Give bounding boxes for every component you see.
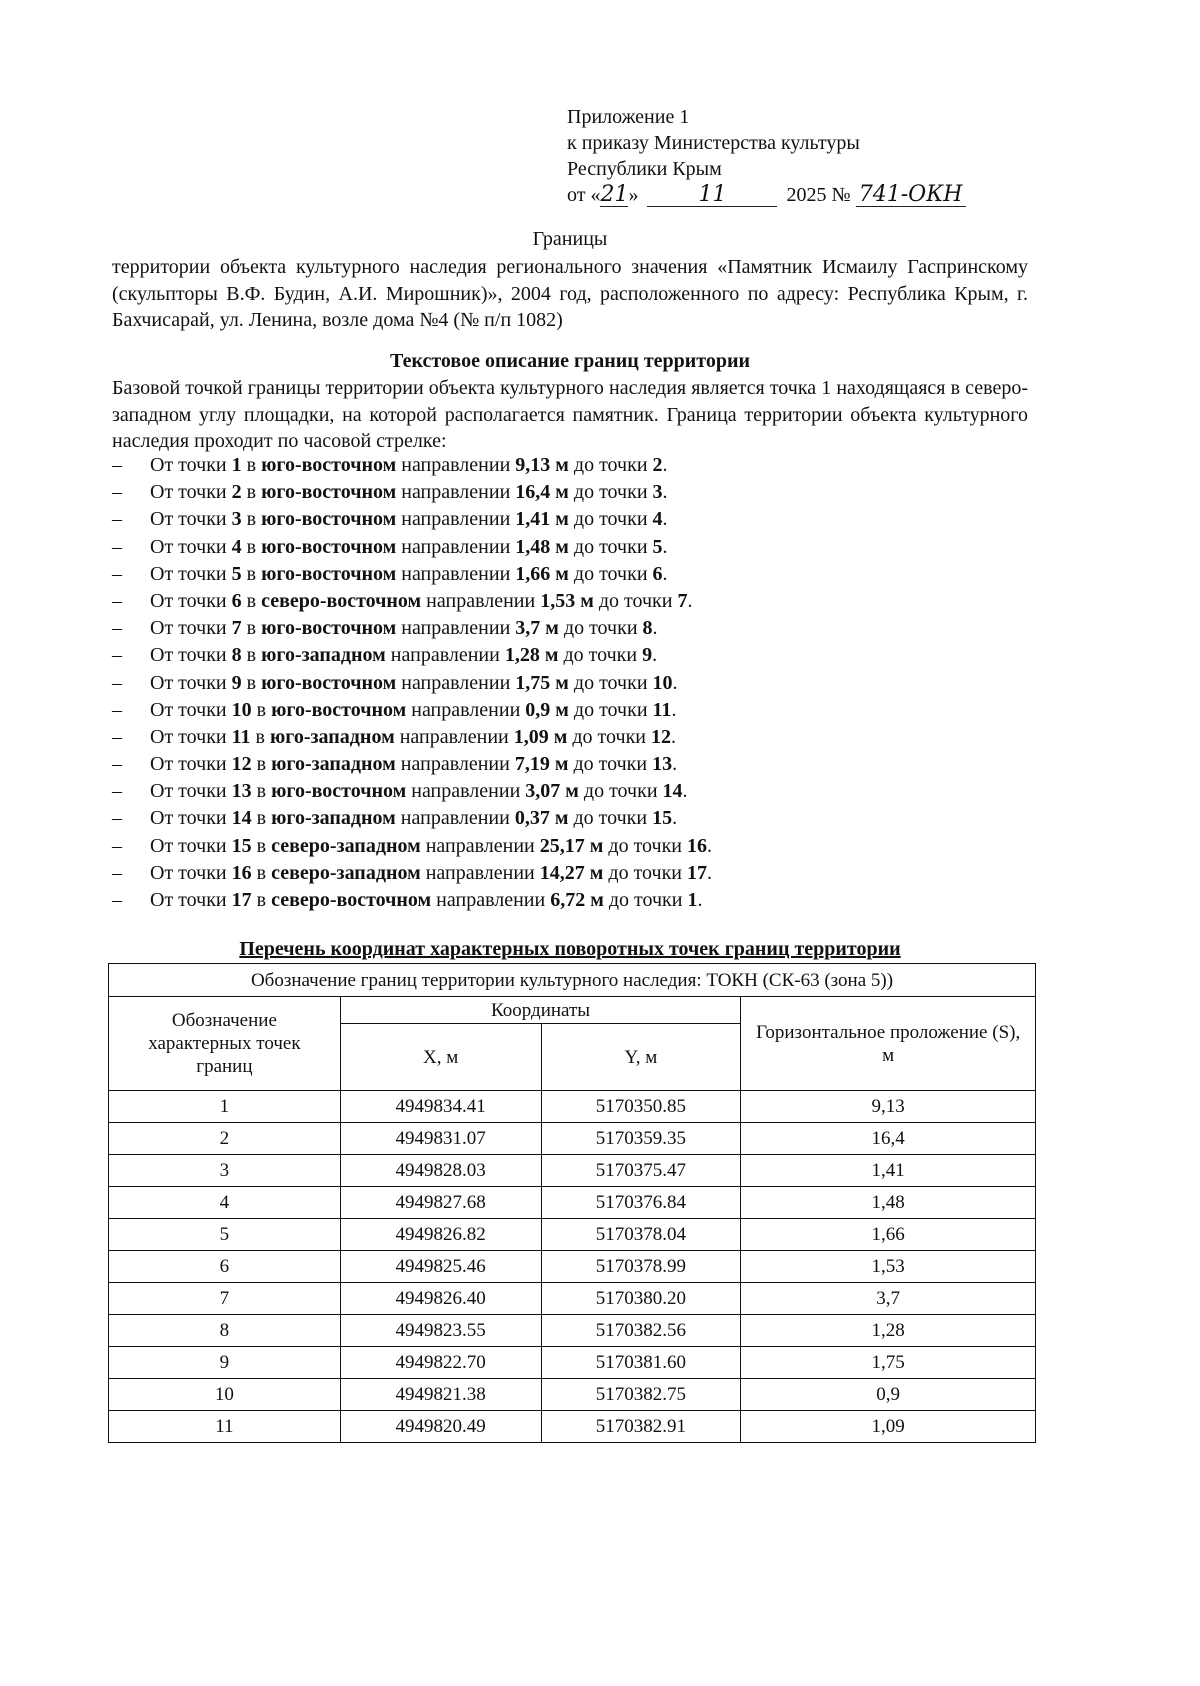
boundary-segment-item: – От точки 17 в северо-восточном направлении 6,72 м до точки 1. [112,887,1028,914]
segment-text: юго-западном [269,725,395,748]
segment-text: 2 [652,454,663,476]
segment-text: юго-восточном [261,535,397,558]
coordinates-table [108,963,1036,1443]
boundary-segment-item: – От точки 10 в юго-восточном направлении 0,9 м до точки 11. [112,697,1028,724]
boundary-segments-list [112,452,1028,914]
segment-text: юго-западном [271,807,396,830]
cell-y: 5170375.47 [541,1155,741,1187]
segment-text: 11 [652,698,672,721]
cell-y: 5170359.35 [541,1123,741,1155]
table-row [109,1187,1036,1219]
segment-text: направлении [400,753,510,776]
cell-y: 5170381.60 [541,1347,741,1379]
segment-text: направлении [411,780,521,803]
table-row [109,1411,1036,1443]
cell-point: 3 [109,1155,341,1187]
segment-text: 12 [651,725,671,748]
text-description-heading: Текстовое описание границ территории [389,350,751,372]
list-dash: – [112,780,122,803]
segment-text: От точки [150,807,227,830]
segment-text: 1,53 м [540,589,594,612]
segment-text: От точки [150,780,227,803]
segment-text: в [256,807,267,830]
annex-order-ref: к приказу Министерства культуры [567,132,860,154]
cell-y: 5170378.04 [541,1219,741,1251]
segment-text: От точки [150,644,227,667]
boundary-segment-item: – От точки 3 в юго-восточном направлении 1,41 м до точки 4. [112,506,1028,533]
annex-number: Приложение 1 [567,106,690,128]
table-row [109,1347,1036,1379]
boundary-segment-item: – От точки 6 в северо-восточном направлении 1,53 м до точки 7. [112,588,1028,615]
segment-text: направлении [425,861,535,884]
segment-text: до точки [573,481,648,504]
cell-x: 4949834.41 [340,1091,541,1123]
segment-text: в [256,889,267,911]
segment-text: От точки [150,698,227,721]
cell-point: 7 [109,1283,341,1315]
segment-text: 5 [231,562,242,585]
handwritten-order-number: 741-ОКН [856,184,966,207]
segment-text: северо-восточном [271,889,432,911]
segment-text: От точки [150,589,227,612]
segment-text: От точки [150,834,227,857]
list-dash: – [112,535,122,558]
segment-text: 7 [677,589,688,612]
segment-text: в [256,861,267,884]
segment-text: 6,72 м [550,889,604,911]
segment-text: От точки [150,508,227,531]
segment-text: 3 [652,481,663,504]
table-row [109,1219,1036,1251]
segment-text: 9 [231,671,242,694]
list-dash: – [112,562,122,585]
list-dash: – [112,617,122,640]
col-header-point: Обозначение характерных точек границ [109,997,341,1091]
boundary-segment-item: – От точки 11 в юго-западном направлении 1,09 м до точки 12. [112,724,1028,751]
document-title: Границы [532,228,608,250]
segment-text: направлении [401,508,511,531]
segment-text: 10 [231,698,252,721]
cell-point: 5 [109,1219,341,1251]
segment-text: северо-западном [271,861,421,884]
cell-y: 5170382.75 [541,1379,741,1411]
cell-y: 5170378.99 [541,1251,741,1283]
table-caption-row: Обозначение границ территории культурного наследия: ТОКН (СК-63 (зона 5)) [109,964,1036,997]
segment-text: направлении [426,589,536,612]
cell-x: 4949826.40 [340,1283,541,1315]
col-header-x: X, м [340,1024,541,1091]
cell-point: 2 [109,1123,341,1155]
boundary-segment-item: – От точки 7 в юго-восточном направлении 3,7 м до точки 8. [112,615,1028,642]
segment-text: От точки [150,562,227,585]
segment-text: до точки [573,508,648,531]
cell-x: 4949821.38 [340,1379,541,1411]
list-dash: – [112,589,122,612]
segment-text: до точки [598,589,673,612]
segment-text: 13 [652,753,673,776]
segment-text: 4 [231,535,242,558]
cell-distance: 1,48 [741,1187,1036,1219]
segment-text: в [246,589,257,612]
segment-text: 8 [231,644,242,667]
segment-text: 5 [652,535,663,558]
cell-distance: 9,13 [741,1091,1036,1123]
annex-header [567,104,966,208]
segment-text: до точки [583,780,658,803]
list-dash: – [112,698,122,721]
cell-x: 4949831.07 [340,1123,541,1155]
segment-text: до точки [573,454,648,476]
boundary-segment-item: – От точки 13 в юго-восточном направлении 3,07 м до точки 14. [112,778,1028,805]
segment-text: 13 [231,780,252,803]
segment-text: до точки [573,698,648,721]
table-row [109,1283,1036,1315]
list-dash: – [112,481,122,504]
segment-text: 1,09 м [513,725,568,748]
segment-text: юго-восточном [261,562,397,585]
list-dash: – [112,508,122,531]
cell-point: 10 [109,1379,341,1411]
boundary-segment-item: – От точки 14 в юго-западном направлении 0,37 м до точки 15. [112,805,1028,832]
segment-text: до точки [563,617,638,640]
boundary-segment-item: – От точки 12 в юго-западном направлении 7,19 м до точки 13. [112,751,1028,778]
segment-text: 6 [231,589,242,612]
segment-text: От точки [150,481,227,504]
boundary-segment-item: – От точки 8 в юго-западном направлении 1,28 м до точки 9. [112,642,1028,669]
table-row [109,1123,1036,1155]
segment-text: 16 [231,861,252,884]
cell-distance: 0,9 [741,1379,1036,1411]
boundary-segment-item: – От точки 5 в юго-восточном направлении 1,66 м до точки 6. [112,561,1028,588]
segment-text: 4 [652,508,663,531]
segment-text: до точки [563,644,638,667]
boundary-segment-item: – От точки 9 в юго-восточном направлении 1,75 м до точки 10. [112,670,1028,697]
segment-text: От точки [150,454,227,476]
segment-text: От точки [150,535,227,558]
segment-text: направлении [401,481,511,504]
segment-text: От точки [150,725,227,748]
segment-text: в [256,753,267,776]
segment-text: 14 [662,780,683,803]
segment-text: в [246,562,257,585]
segment-text: юго-западном [261,644,386,667]
list-dash: – [112,454,122,476]
segment-text: в [246,644,257,667]
list-dash: – [112,644,122,667]
cell-point: 11 [109,1411,341,1443]
list-dash: – [112,861,122,884]
cell-x: 4949820.49 [340,1411,541,1443]
segment-text: юго-восточном [261,617,397,640]
segment-text: 1,75 м [515,671,569,694]
cell-point: 8 [109,1315,341,1347]
segment-text: до точки [608,861,683,884]
segment-text: в [246,454,257,476]
cell-point: 4 [109,1187,341,1219]
cell-distance: 16,4 [741,1123,1036,1155]
segment-text: 2 [231,481,242,504]
segment-text: до точки [573,753,648,776]
segment-text: в [246,508,257,531]
cell-y: 5170382.56 [541,1315,741,1347]
intro-paragraph: Базовой точкой границы территории объекта культурного наследия является точка 1 находящаяся в северо-западном углу площадки, на которой располагается памятник. Граница территории объекта культурного наследия проходит по часовой стрелке: [112,377,1028,452]
segment-text: 7 [231,617,242,640]
cell-distance: 3,7 [741,1283,1036,1315]
segment-text: 8 [642,617,653,640]
cell-x: 4949825.46 [340,1251,541,1283]
segment-text: 1 [231,454,242,476]
segment-text: направлении [425,834,535,857]
segment-text: в [246,481,257,504]
table-row [109,1251,1036,1283]
segment-text: юго-восточном [261,671,397,694]
segment-text: 1,28 м [504,644,559,667]
segment-text: направлении [436,889,546,911]
segment-text: 9 [642,644,653,667]
list-dash: – [112,889,122,911]
segment-text: 1,48 м [515,535,569,558]
segment-text: направлении [390,644,500,667]
cell-x: 4949823.55 [340,1315,541,1347]
segment-text: 0,9 м [525,698,569,721]
segment-text: юго-восточном [261,481,397,504]
col-header-distance: Горизонтальное проложение (S), м [741,997,1036,1091]
col-header-coords: Координаты [340,997,741,1024]
list-dash: – [112,725,122,748]
segment-text: От точки [150,617,227,640]
annex-republic: Республики Крым [567,158,722,180]
segment-text: до точки [573,671,648,694]
segment-text: 3 [231,508,242,531]
table-row [109,1315,1036,1347]
cell-point: 9 [109,1347,341,1379]
list-dash: – [112,807,122,830]
list-dash: – [112,834,122,857]
segment-text: в [256,834,267,857]
segment-text: до точки [608,889,683,911]
segment-text: до точки [573,562,648,585]
cell-distance: 1,75 [741,1347,1036,1379]
segment-text: направлении [401,671,511,694]
segment-text: в [256,698,267,721]
segment-text: до точки [573,535,648,558]
segment-text: 7,19 м [514,753,569,776]
segment-text: в [246,617,257,640]
list-dash: – [112,671,122,694]
cell-y: 5170350.85 [541,1091,741,1123]
segment-text: направлении [401,454,511,476]
cell-x: 4949822.70 [340,1347,541,1379]
segment-text: до точки [572,725,646,748]
segment-text: в [256,780,267,803]
segment-text: 11 [231,725,251,748]
segment-text: юго-восточном [261,508,397,531]
cell-x: 4949826.82 [340,1219,541,1251]
segment-text: до точки [573,807,648,830]
cell-y: 5170376.84 [541,1187,741,1219]
segment-text: 3,07 м [525,780,579,803]
boundary-segment-item: – От точки 15 в северо-западном направлении 25,17 м до точки 16. [112,833,1028,860]
segment-text: 25,17 м [539,834,604,857]
segment-text: направлении [399,725,509,748]
cell-distance: 1,28 [741,1315,1036,1347]
cell-y: 5170380.20 [541,1283,741,1315]
cell-point: 6 [109,1251,341,1283]
table-row [109,1155,1036,1187]
segment-text: 17 [231,889,252,911]
segment-text: От точки [150,861,227,884]
segment-text: 6 [652,562,663,585]
segment-text: направлении [401,562,511,585]
segment-text: 0,37 м [514,807,569,830]
segment-text: юго-западном [271,753,396,776]
segment-text: 1 [687,889,698,911]
boundary-segment-item: – От точки 2 в юго-восточном направлении 16,4 м до точки 3. [112,479,1028,506]
segment-text: в [246,535,257,558]
segment-text: северо-западном [271,834,421,857]
cell-x: 4949827.68 [340,1187,541,1219]
boundary-segment-item: – От точки 4 в юго-восточном направлении 1,48 м до точки 5. [112,534,1028,561]
segment-text: 15 [652,807,673,830]
handwritten-month: 11 [647,184,777,207]
cell-y: 5170382.91 [541,1411,741,1443]
handwritten-day: 21 [600,182,629,207]
boundary-segment-item: – От точки 16 в северо-западном направлении 14,27 м до точки 17. [112,860,1028,887]
cell-point: 1 [109,1091,341,1123]
annex-date-line: от «21» 11 2025 № 741-ОКН [567,182,966,208]
segment-text: юго-восточном [261,454,397,476]
segment-text: в [255,725,265,748]
table-row [109,1091,1036,1123]
segment-text: юго-восточном [271,780,407,803]
cell-distance: 1,41 [741,1155,1036,1187]
segment-text: 16 [687,834,708,857]
segment-text: направлении [401,535,511,558]
segment-text: 17 [687,861,708,884]
cell-distance: 1,66 [741,1219,1036,1251]
cell-distance: 1,09 [741,1411,1036,1443]
cell-x: 4949828.03 [340,1155,541,1187]
document-subtitle: территории объекта культурного наследия регионального значения «Памятник Исмаилу Гаспринскому (скульпторы В.Ф. Будин, А.И. Мирошник)», 2004 год, расположенного по адресу: Республика Крым, г. Бахчисарай, ул. Ленина, возле дома №4 (№ п/п 1082) [112,256,1028,331]
segment-text: От точки [150,671,227,694]
segment-text: направлении [400,807,510,830]
segment-text: северо-восточном [261,589,422,612]
segment-text: 1,41 м [515,508,569,531]
segment-text: 15 [231,834,252,857]
table-row [109,1379,1036,1411]
col-header-y: Y, м [541,1024,741,1091]
segment-text: 14,27 м [539,861,604,884]
segment-text: 1,66 м [515,562,569,585]
table-heading: Перечень координат характерных поворотных точек границ территории [239,938,901,960]
list-dash: – [112,753,122,776]
segment-text: направлении [411,698,521,721]
segment-text: 3,7 м [515,617,559,640]
segment-text: От точки [150,889,227,911]
segment-text: 10 [652,671,673,694]
boundary-segment-item: – От точки 1 в юго-восточном направлении 9,13 м до точки 2. [112,452,1028,479]
segment-text: юго-восточном [271,698,407,721]
segment-text: 14 [231,807,252,830]
segment-text: 12 [231,753,252,776]
segment-text: направлении [401,617,511,640]
segment-text: до точки [608,834,683,857]
segment-text: От точки [150,753,227,776]
cell-distance: 1,53 [741,1251,1036,1283]
segment-text: 16,4 м [515,481,569,504]
segment-text: в [246,671,257,694]
segment-text: 9,13 м [515,454,569,476]
